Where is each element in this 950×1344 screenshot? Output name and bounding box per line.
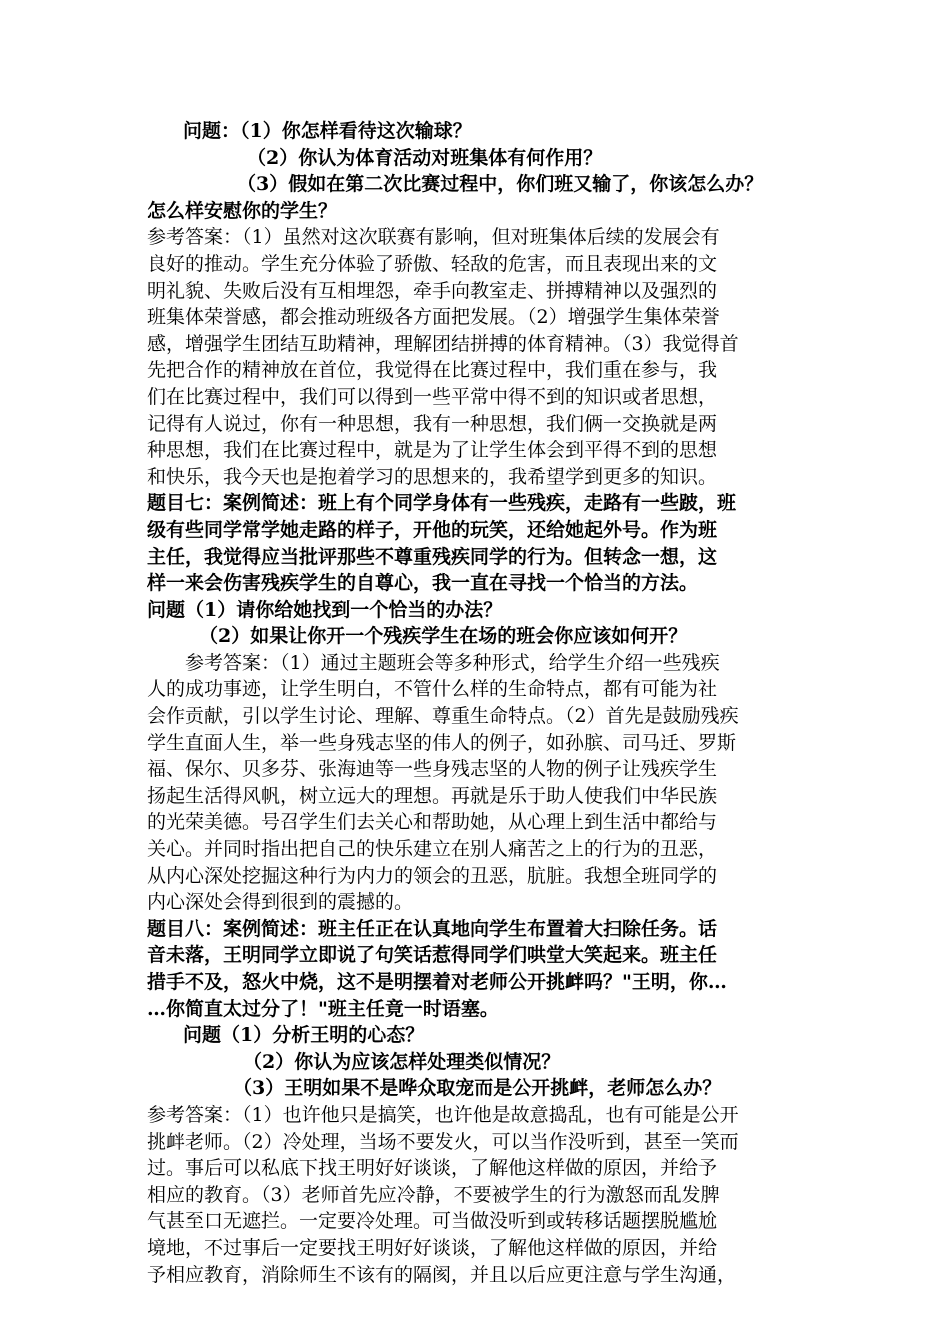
text-line: 级有些同学常学她走路的样子，开他的玩笑，还给她起外号。作为班 [147,518,718,541]
text-line: …你简直太过分了！"班主任竟一时语塞。 [147,997,499,1020]
text-line: 参考答案：（1）也许他只是搞笑，也许他是故意捣乱，也有可能是公开 [147,1103,739,1126]
text-line: 福、保尔、贝多芬、张海迪等一些身残志坚的人物的例子让残疾学生 [147,758,718,781]
text-line: 人的成功事迹，让学生明白，不管什么样的生命特点，都有可能为社 [147,678,718,701]
text-line: 内心深处会得到很到的震撼的。 [147,891,414,914]
text-line: 记得有人说过，你有一种思想，我有一种思想，我们俩一交换就是两 [147,412,718,435]
text-line: 问题：（1）你怎样看待这次输球？ [183,120,472,142]
text-line: 先把合作的精神放在首位，我觉得在比赛过程中，我们重在参与，我 [147,359,718,382]
text-line: 们在比赛过程中，我们可以得到一些平常中得不到的知识或者思想， [147,385,718,408]
text-line: 明礼貌、失败后没有互相埋怨，牵手向教室走、拼搏精神以及强烈的 [147,279,718,302]
text-line: 境地，不过事后一定要找王明好好谈谈，了解他这样做的原因，并给 [147,1236,718,1259]
text-line: （2）你认为体育活动对班集体有何作用？ [247,146,603,169]
text-line: 关心。并同时指出把自己的快乐建立在别人痛苦之上的行为的丑恶， [147,838,718,861]
text-line: 感，增强学生团结互助精神，理解团结拼搏的体育精神。（3）我觉得首 [147,332,739,355]
text-line: 参考答案：（1）虽然对这次联赛有影响，但对班集体后续的发展会有 [147,226,720,249]
text-line: 题目七：案例简述：班上有个同学身体有一些残疾，走路有一些跛，班 [147,492,737,515]
text-line: 措手不及，怒火中烧，这不是明摆着对老师公开挑衅吗？"王明，你… [147,971,727,993]
text-line: （2）你认为应该怎样处理类似情况？ [243,1050,561,1073]
text-line: 主任，我觉得应当批评那些不尊重残疾同学的行为。但转念一想，这 [147,545,718,568]
text-line: （3）王明如果不是哗众取宠而是公开挑衅，老师怎么办？ [233,1077,722,1100]
text-line: 挑衅老师。（2）冷处理，当场不要发火，可以当作没听到，甚至一笑而 [147,1130,739,1153]
text-line: 怎么样安慰你的学生？ [147,199,338,222]
text-line: 学生直面人生，举一些身残志坚的伟人的例子，如孙膑、司马迁、罗斯 [147,731,737,754]
text-line: 样一来会伤害残疾学生的自尊心，我一直在寻找一个恰当的方法。 [147,572,699,595]
text-line: 题目八：案例简述：班主任正在认真地向学生布置着大扫除任务。话 [147,917,718,940]
text-line: 相应的教育。（3）老师首先应冷静，不要被学生的行为激怒而乱发脾 [147,1183,720,1206]
text-line: 音未落，王明同学立即说了句笑话惹得同学们哄堂大笑起来。班主任 [147,944,718,967]
text-line: （3）假如在第二次比赛过程中，你们班又输了，你该怎么办？ [237,173,764,196]
text-line: （2）如果让你开一个残疾学生在场的班会你应该如何开？ [199,625,688,648]
document-page [147,118,823,1288]
text-line: 从内心深处挖掘这种行为内力的领会的丑恶，肮脏。我想全班同学的 [147,864,718,887]
text-line: 和快乐，我今天也是抱着学习的思想来的，我希望学到更多的知识。 [147,465,718,488]
text-line: 班集体荣誉感，都会推动班级各方面把发展。（2）增强学生集体荣誉 [147,306,720,329]
text-line: 予相应教育，消除师生不该有的隔阂，并且以后应更注意与学生沟通， [147,1263,737,1286]
text-line: 问题（1）分析王明的心态？ [183,1024,425,1047]
text-line: 良好的推动。学生充分体验了骄傲、轻敌的危害，而且表现出来的文 [147,252,718,275]
text-line: 的光荣美德。号召学生们去关心和帮助她，从心理上到生活中都给与 [147,811,718,834]
text-line: 参考答案：（1）通过主题班会等多种形式，给学生介绍一些残疾 [185,651,720,674]
text-line: 种思想，我们在比赛过程中，就是为了让学生体会到平得不到的思想 [147,439,718,462]
text-line: 过。事后可以私底下找王明好好谈谈，了解他这样做的原因，并给予 [147,1157,718,1180]
text-line: 扬起生活得风帆，树立远大的理想。再就是乐于助人使我们中华民族 [147,784,718,807]
text-line: 问题（1）请你给她找到一个恰当的办法？ [147,598,503,621]
text-line: 会作贡献，引以学生讨论、理解、尊重生命特点。（2）首先是鼓励残疾 [147,705,739,728]
text-line: 气甚至口无遮拦。一定要冷处理。可当做没听到或转移话题摆脱尴尬 [147,1210,718,1233]
